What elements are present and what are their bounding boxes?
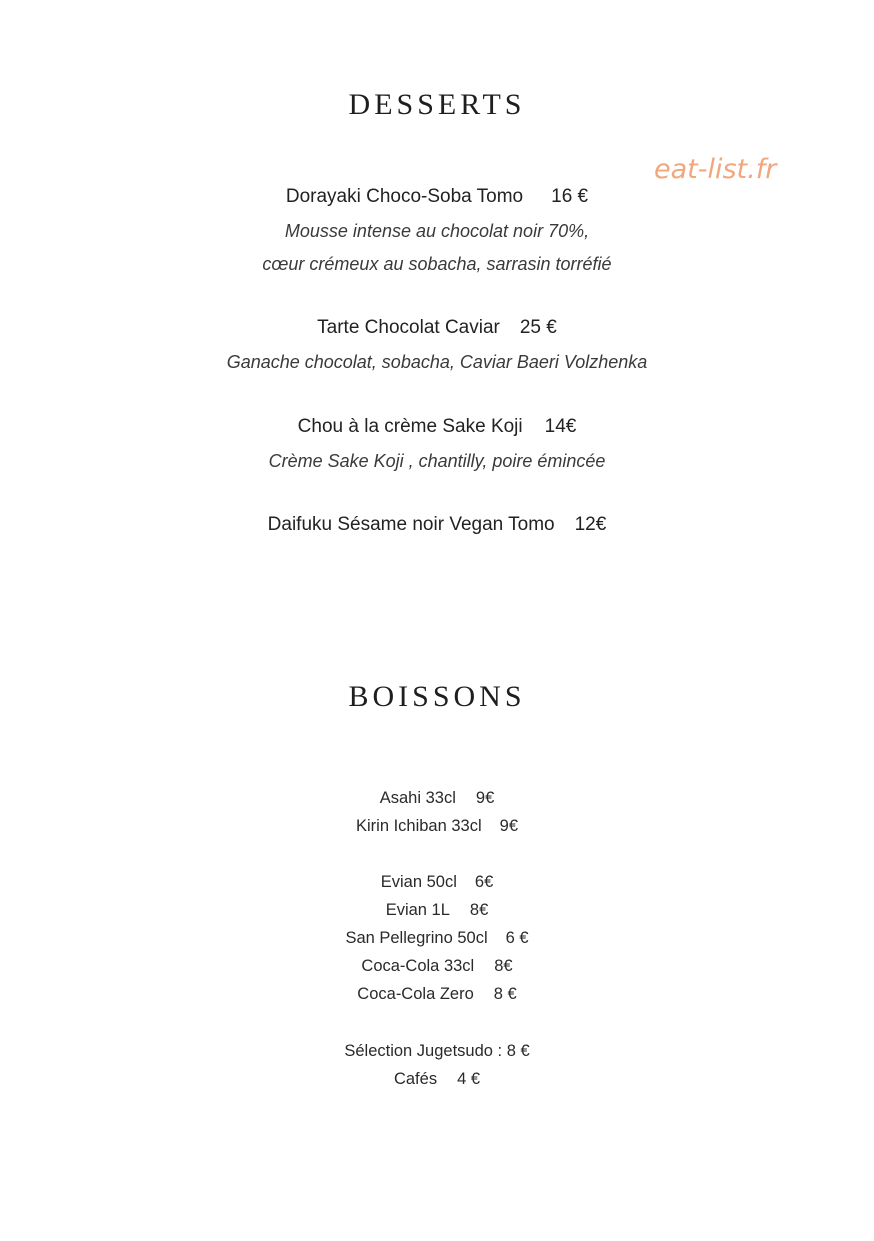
drink-item [0,1070,874,1089]
drink-price: 4 € [457,1070,481,1088]
drink-item [0,1042,874,1061]
dessert-item [0,416,874,438]
drink-price: 8€ [469,901,489,919]
dessert-price: 25 € [519,317,557,338]
dessert-name: Dorayaki Choco-Soba Tomo [285,186,524,207]
watermark-logo: eat-list.fr [654,154,777,185]
boissons-title: BOISSONS [348,680,526,713]
dessert-item [0,514,874,536]
drink-price: 6 € [505,929,529,947]
drink-price: 8 € [493,985,517,1003]
dessert-name: Chou à la crème Sake Koji [297,416,523,437]
dessert-item [0,186,874,208]
drink-price: 8€ [494,957,513,975]
drink-item [0,929,874,948]
dessert-description: Crème Sake Koji , chantilly, poire émincée [268,451,606,471]
drink-name: Sélection Jugetsudo : 8 € [344,1042,530,1060]
drink-item [0,873,874,892]
drink-price: 9€ [499,817,518,835]
dessert-price: 12€ [574,514,607,535]
desserts-title: DESSERTS [348,88,526,121]
drink-item [0,789,874,808]
drink-price: 6€ [474,873,494,891]
drink-item [0,985,874,1004]
drink-name: Cafés [393,1070,438,1088]
drink-name: San Pellegrino 50cl [345,929,488,947]
drink-name: Kirin Ichiban 33cl [355,817,482,835]
drink-name: Coca-Cola Zero [357,985,474,1003]
dessert-price: 14€ [544,416,577,437]
drink-name: Asahi 33cl [379,789,456,807]
drink-item [0,957,874,976]
dessert-price: 16 € [551,186,589,207]
drink-name: Coca-Cola 33cl [361,957,475,975]
dessert-item [0,317,874,339]
drink-item [0,901,874,920]
drink-name: Evian 1L [385,901,450,919]
drink-name: Evian 50cl [380,873,457,891]
drink-price: 9€ [475,789,495,807]
drink-item [0,817,874,836]
dessert-description: cœur crémeux au sobacha, sarrasin torréfié [262,254,612,274]
dessert-description: Ganache chocolat, sobacha, Caviar Baeri Volzhenka [226,352,648,372]
dessert-name: Daifuku Sésame noir Vegan Tomo [267,514,555,535]
dessert-name: Tarte Chocolat Caviar [317,317,500,338]
dessert-description: Mousse intense au chocolat noir 70%, [284,221,590,241]
